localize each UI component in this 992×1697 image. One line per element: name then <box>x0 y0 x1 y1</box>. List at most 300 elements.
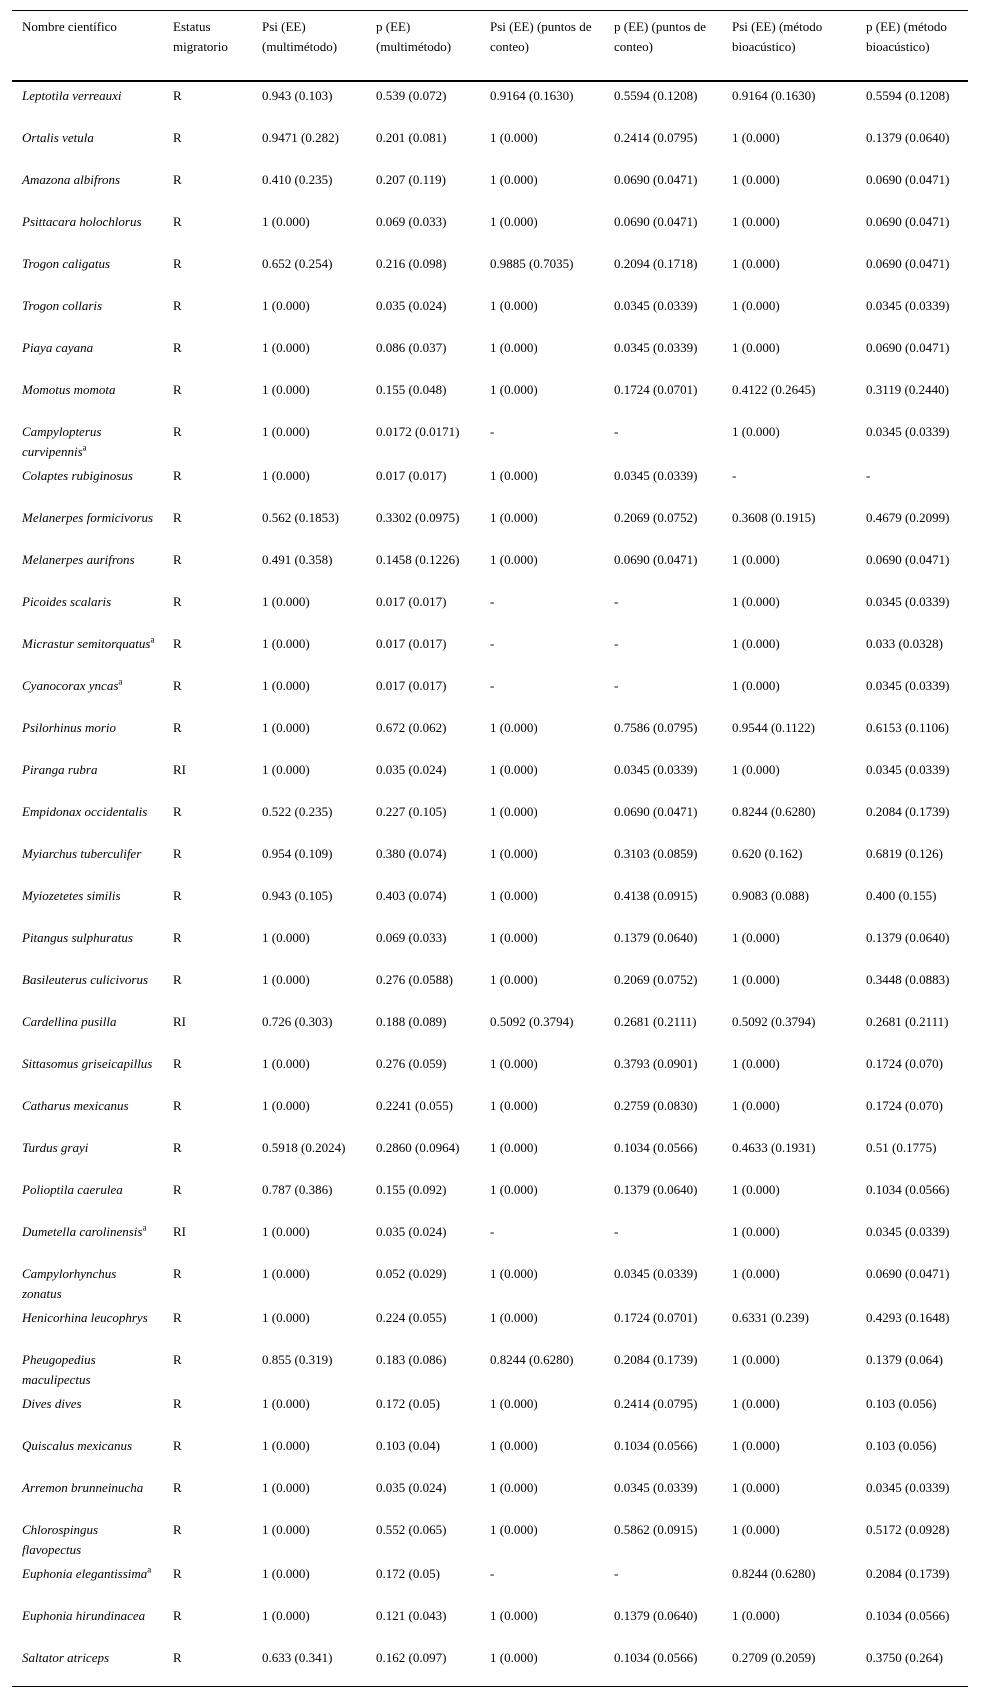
value-cell: 0.1379 (0.0640) <box>866 130 950 145</box>
species-name: Cardellina pusilla <box>22 1014 117 1029</box>
status-cell: RI <box>173 762 186 777</box>
value-cell: - <box>614 424 619 439</box>
species-name: Psilorhinus morio <box>22 720 117 735</box>
value-cell: 1 (0.000) <box>262 1480 310 1495</box>
species-cell <box>12 1176 163 1218</box>
species-cell <box>12 1092 163 1134</box>
species-name: Momotus momota <box>22 382 116 397</box>
value-cell: 1 (0.000) <box>732 172 780 187</box>
status-cell: R <box>173 972 182 987</box>
value-cell: 1 (0.000) <box>262 720 310 735</box>
value-cell: 0.0345 (0.0339) <box>866 1480 950 1495</box>
status-cell: R <box>173 1098 182 1113</box>
value-cell: 0.0690 (0.0471) <box>614 552 698 567</box>
status-cell: R <box>173 1266 182 1281</box>
value-cell: 0.787 (0.386) <box>262 1182 333 1197</box>
value-cell: 0.172 (0.05) <box>376 1396 440 1411</box>
value-cell: 0.0690 (0.0471) <box>866 214 950 229</box>
value-cell: 1 (0.000) <box>732 424 780 439</box>
species-name: Piranga rubra <box>22 762 98 777</box>
status-cell: R <box>173 130 182 145</box>
value-cell: 1 (0.000) <box>262 1266 310 1281</box>
value-cell: 0.7586 (0.0795) <box>614 720 698 735</box>
value-cell: 1 (0.000) <box>262 1310 310 1325</box>
value-cell: 1 (0.000) <box>732 594 780 609</box>
value-cell: 1 (0.000) <box>732 1480 780 1495</box>
value-cell: 0.2860 (0.0964) <box>376 1140 460 1155</box>
table-row <box>12 1218 968 1260</box>
value-cell: 1 (0.000) <box>732 340 780 355</box>
value-cell: 0.652 (0.254) <box>262 256 333 271</box>
species-cell <box>12 1050 163 1092</box>
value-cell: 0.121 (0.043) <box>376 1608 447 1623</box>
value-cell: 1 (0.000) <box>490 172 538 187</box>
value-cell: 0.9164 (0.1630) <box>490 88 574 103</box>
value-cell: 0.3302 (0.0975) <box>376 510 460 525</box>
status-cell: R <box>173 552 182 567</box>
species-cell <box>12 1560 163 1602</box>
value-cell: 0.4633 (0.1931) <box>732 1140 816 1155</box>
species-cell <box>12 840 163 882</box>
species-name: Polioptila caerulea <box>22 1182 123 1197</box>
header-cell: Estatus migratorio <box>163 11 252 82</box>
value-cell: 1 (0.000) <box>262 594 310 609</box>
value-cell: 1 (0.000) <box>262 930 310 945</box>
value-cell: 0.620 (0.162) <box>732 846 803 861</box>
value-cell: 0.5918 (0.2024) <box>262 1140 346 1155</box>
value-cell: 1 (0.000) <box>262 972 310 987</box>
table-row <box>12 924 968 966</box>
value-cell: 0.2069 (0.0752) <box>614 510 698 525</box>
value-cell: 0.2681 (0.2111) <box>866 1014 949 1029</box>
species-cell <box>12 966 163 1008</box>
value-cell: 0.0345 (0.0339) <box>614 298 698 313</box>
header-row <box>12 11 968 82</box>
value-cell: 0.3103 (0.0859) <box>614 846 698 861</box>
value-cell: 0.2681 (0.2111) <box>614 1014 697 1029</box>
species-name: Pitangus sulphuratus <box>22 930 133 945</box>
table-row <box>12 966 968 1008</box>
table-row <box>12 1008 968 1050</box>
value-cell: 0.1034 (0.0566) <box>866 1608 950 1623</box>
species-name: Leptotila verreauxi <box>22 88 122 103</box>
value-cell: 0.400 (0.155) <box>866 888 937 903</box>
value-cell: 0.4293 (0.1648) <box>866 1310 950 1325</box>
species-cell <box>12 1432 163 1474</box>
species-name: Melanerpes aurifrons <box>22 552 135 567</box>
table-row <box>12 1304 968 1346</box>
value-cell: 0.2069 (0.0752) <box>614 972 698 987</box>
value-cell: 1 (0.000) <box>732 678 780 693</box>
value-cell: 0.9083 (0.088) <box>732 888 809 903</box>
species-name: Chlorospingus flavopectus <box>22 1522 99 1557</box>
status-cell: R <box>173 424 182 439</box>
value-cell: 1 (0.000) <box>490 1396 538 1411</box>
header-cell: p (EE) (método bioacústico) <box>856 11 968 82</box>
species-cell <box>12 1390 163 1432</box>
species-name: Turdus grayi <box>22 1140 89 1155</box>
status-cell: R <box>173 256 182 271</box>
value-cell: 0.162 (0.097) <box>366 1644 480 1687</box>
species-cell <box>12 672 163 714</box>
value-cell: 1 (0.000) <box>490 510 538 525</box>
table-row <box>12 418 968 462</box>
value-cell: 1 (0.000) <box>490 1056 538 1071</box>
value-cell: 0.0690 (0.0471) <box>614 172 698 187</box>
value-cell: 1 (0.000) <box>490 552 538 567</box>
value-cell: 0.2241 (0.055) <box>376 1098 453 1113</box>
value-cell: 0.9544 (0.1122) <box>732 720 815 735</box>
value-cell: 1 (0.000) <box>490 214 538 229</box>
value-cell: 0.943 (0.105) <box>262 888 333 903</box>
table-row <box>12 714 968 756</box>
value-cell: 0.0690 (0.0471) <box>866 172 950 187</box>
species-name: Sittasomus griseicapillus <box>22 1056 153 1071</box>
value-cell: 1 (0.000) <box>262 636 310 651</box>
value-cell: 0.227 (0.105) <box>376 804 447 819</box>
value-cell: 0.224 (0.055) <box>376 1310 447 1325</box>
value-cell: 1 (0.000) <box>732 636 780 651</box>
value-cell: 0.0345 (0.0339) <box>614 1480 698 1495</box>
value-cell: 0.035 (0.024) <box>376 1480 447 1495</box>
value-cell: 0.855 (0.319) <box>262 1352 333 1367</box>
table-row <box>12 840 968 882</box>
table-row <box>12 462 968 504</box>
value-cell: 1 (0.000) <box>732 1224 780 1239</box>
table-row <box>12 546 968 588</box>
status-cell: R <box>173 846 182 861</box>
value-cell: 0.172 (0.05) <box>376 1566 440 1581</box>
value-cell: 0.943 (0.103) <box>262 88 333 103</box>
value-cell: 0.103 (0.056) <box>866 1438 937 1453</box>
value-cell: 0.0345 (0.0339) <box>614 340 698 355</box>
value-cell: 0.6819 (0.126) <box>866 846 943 861</box>
species-cell <box>12 334 163 376</box>
species-cell <box>12 1516 163 1560</box>
value-cell: 0.035 (0.024) <box>376 1224 447 1239</box>
value-cell: 0.1379 (0.0640) <box>614 930 698 945</box>
value-cell: 1 (0.000) <box>732 1522 780 1537</box>
status-cell: R <box>163 1644 252 1687</box>
status-cell: R <box>173 1480 182 1495</box>
value-cell: 0.0690 (0.0471) <box>866 256 950 271</box>
value-cell: 0.0345 (0.0339) <box>614 468 698 483</box>
value-cell: 1 (0.000) <box>490 1182 538 1197</box>
value-cell: 0.276 (0.059) <box>376 1056 447 1071</box>
value-cell: 0.5172 (0.0928) <box>866 1522 950 1537</box>
value-cell: 0.1379 (0.064) <box>866 1352 943 1367</box>
species-cell <box>12 292 163 334</box>
table-row <box>12 1644 968 1687</box>
species-name: Micrastur semitorquatus <box>22 636 151 651</box>
value-cell: 0.155 (0.048) <box>376 382 447 397</box>
value-cell: 1 (0.000) <box>732 1396 780 1411</box>
value-cell: 1 (0.000) <box>732 130 780 145</box>
value-cell: 1 (0.000) <box>490 720 538 735</box>
value-cell: - <box>490 594 495 609</box>
value-cell: 1 (0.000) <box>732 256 780 271</box>
value-cell: 0.5092 (0.3794) <box>490 1014 574 1029</box>
value-cell: 0.0172 (0.0171) <box>376 424 460 439</box>
value-cell: 0.51 (0.1775) <box>866 1140 937 1155</box>
status-cell: R <box>173 1352 182 1367</box>
value-cell: 0.403 (0.074) <box>376 888 447 903</box>
table-row <box>12 334 968 376</box>
value-cell: 0.672 (0.062) <box>376 720 447 735</box>
value-cell: 0.2709 (0.2059) <box>722 1644 856 1687</box>
value-cell: - <box>490 1224 495 1239</box>
table-body <box>12 81 968 1687</box>
value-cell: 0.1034 (0.0566) <box>614 1140 698 1155</box>
value-cell: 1 (0.000) <box>490 1480 538 1495</box>
value-cell: 0.3750 (0.264) <box>856 1644 968 1687</box>
value-cell: 1 (0.000) <box>480 1644 604 1687</box>
value-cell: 1 (0.000) <box>262 1566 310 1581</box>
value-cell: 0.1034 (0.0566) <box>604 1644 722 1687</box>
value-cell: 1 (0.000) <box>262 1608 310 1623</box>
value-cell: - <box>490 424 495 439</box>
table-row <box>12 1560 968 1602</box>
value-cell: 1 (0.000) <box>262 762 310 777</box>
value-cell: 0.4122 (0.2645) <box>732 382 816 397</box>
value-cell: 0.0690 (0.0471) <box>866 552 950 567</box>
species-cell <box>12 250 163 292</box>
value-cell: 0.2094 (0.1718) <box>614 256 698 271</box>
value-cell: 0.8244 (0.6280) <box>732 804 816 819</box>
value-cell: 0.1724 (0.0701) <box>614 382 698 397</box>
status-cell: R <box>173 1396 182 1411</box>
value-cell: 1 (0.000) <box>732 930 780 945</box>
value-cell: 1 (0.000) <box>262 678 310 693</box>
value-cell: 0.5594 (0.1208) <box>614 88 698 103</box>
status-cell: R <box>173 1056 182 1071</box>
status-cell: R <box>173 636 182 651</box>
table-row <box>12 504 968 546</box>
value-cell: 0.033 (0.0328) <box>866 636 943 651</box>
value-cell: - <box>490 1566 495 1581</box>
value-cell: 0.4138 (0.0915) <box>614 888 698 903</box>
status-cell: R <box>173 1522 182 1537</box>
species-name: Picoides scalaris <box>22 594 112 609</box>
value-cell: 1 (0.000) <box>490 340 538 355</box>
status-cell: R <box>173 1608 182 1623</box>
status-cell: R <box>173 720 182 735</box>
species-cell <box>12 1008 163 1050</box>
status-cell: R <box>173 1566 182 1581</box>
table-row <box>12 630 968 672</box>
table-row <box>12 1474 968 1516</box>
species-name: Campylopterus curvipennis <box>22 424 102 459</box>
species-name: Colaptes rubiginosus <box>22 468 133 483</box>
status-cell: R <box>173 1140 182 1155</box>
value-cell: 0.103 (0.04) <box>376 1438 440 1453</box>
header-cell: p (EE) (multimétodo) <box>366 11 480 82</box>
status-cell: R <box>173 468 182 483</box>
value-cell: 0.2414 (0.0795) <box>614 130 698 145</box>
species-name: Catharus mexicanus <box>22 1098 129 1113</box>
value-cell: 1 (0.000) <box>490 1522 538 1537</box>
status-cell: RI <box>173 1014 186 1029</box>
table-row <box>12 1260 968 1304</box>
species-name: Euphonia elegantissima <box>22 1566 148 1581</box>
value-cell: 0.183 (0.086) <box>376 1352 447 1367</box>
value-cell: 0.1034 (0.0566) <box>866 1182 950 1197</box>
value-cell: 0.0345 (0.0339) <box>614 762 698 777</box>
value-cell: 1 (0.000) <box>262 340 310 355</box>
species-name: Basileuterus culicivorus <box>22 972 149 987</box>
value-cell: 0.2084 (0.1739) <box>866 804 950 819</box>
value-cell: 0.491 (0.358) <box>262 552 333 567</box>
value-cell: - <box>490 678 495 693</box>
species-cell <box>12 588 163 630</box>
value-cell: 0.276 (0.0588) <box>376 972 453 987</box>
species-name: Euphonia hirundinacea <box>22 1608 146 1623</box>
value-cell: 0.9471 (0.282) <box>262 130 339 145</box>
value-cell: 1 (0.000) <box>490 130 538 145</box>
value-cell: 0.017 (0.017) <box>376 468 447 483</box>
species-cell <box>12 1346 163 1390</box>
species-cell <box>12 1218 163 1260</box>
value-cell: 0.2414 (0.0795) <box>614 1396 698 1411</box>
status-cell: R <box>173 1310 182 1325</box>
species-cell <box>12 166 163 208</box>
footnote-marker: a <box>150 634 155 645</box>
status-cell: R <box>173 510 182 525</box>
species-cell <box>12 376 163 418</box>
species-cell <box>12 1602 163 1644</box>
table-row <box>12 1346 968 1390</box>
value-cell: 0.5862 (0.0915) <box>614 1522 698 1537</box>
value-cell: 0.380 (0.074) <box>376 846 447 861</box>
value-cell: 0.0690 (0.0471) <box>866 1266 950 1281</box>
value-cell: 1 (0.000) <box>490 888 538 903</box>
header-cell: Psi (EE) (método bioacústico) <box>722 11 856 82</box>
species-name: Arremon brunneinucha <box>22 1480 144 1495</box>
occupancy-table <box>12 10 968 1687</box>
table-row <box>12 250 968 292</box>
footnote-marker: a <box>118 676 123 687</box>
value-cell: 0.3119 (0.2440) <box>866 382 949 397</box>
status-cell: R <box>173 214 182 229</box>
footnote-marker: a <box>82 442 87 453</box>
value-cell: 0.5594 (0.1208) <box>866 88 950 103</box>
value-cell: 0.0345 (0.0339) <box>866 1224 950 1239</box>
value-cell: 1 (0.000) <box>732 1098 780 1113</box>
value-cell: 1 (0.000) <box>262 382 310 397</box>
value-cell: - <box>614 1224 619 1239</box>
table-row <box>12 124 968 166</box>
value-cell: 1 (0.000) <box>262 214 310 229</box>
species-cell <box>12 1134 163 1176</box>
value-cell: 0.017 (0.017) <box>376 594 447 609</box>
value-cell: 0.1458 (0.1226) <box>376 552 460 567</box>
table-row <box>12 798 968 840</box>
value-cell: 0.410 (0.235) <box>262 172 333 187</box>
header-cell: Psi (EE) (puntos de conteo) <box>480 11 604 82</box>
value-cell: 1 (0.000) <box>490 382 538 397</box>
species-cell <box>12 1260 163 1304</box>
value-cell: 1 (0.000) <box>490 298 538 313</box>
value-cell: 0.103 (0.056) <box>866 1396 937 1411</box>
species-cell <box>12 504 163 546</box>
value-cell: 0.0690 (0.0471) <box>614 804 698 819</box>
value-cell: 0.5092 (0.3794) <box>732 1014 816 1029</box>
value-cell: 0.1724 (0.070) <box>866 1098 943 1113</box>
species-name: Trogon caligatus <box>22 256 111 271</box>
status-cell: R <box>173 88 182 103</box>
value-cell: 0.552 (0.065) <box>376 1522 447 1537</box>
value-cell: - <box>614 1566 619 1581</box>
table-row <box>12 756 968 798</box>
value-cell: 1 (0.000) <box>490 1140 538 1155</box>
species-cell <box>12 208 163 250</box>
table-row <box>12 208 968 250</box>
value-cell: 0.0345 (0.0339) <box>866 762 950 777</box>
value-cell: 0.3793 (0.0901) <box>614 1056 698 1071</box>
table-row <box>12 1516 968 1560</box>
value-cell: - <box>732 468 737 483</box>
header-cell: p (EE) (puntos de conteo) <box>604 11 722 82</box>
value-cell: 0.155 (0.092) <box>376 1182 447 1197</box>
table-row <box>12 1092 968 1134</box>
value-cell: 0.0345 (0.0339) <box>866 678 950 693</box>
table-row <box>12 1432 968 1474</box>
value-cell: 1 (0.000) <box>732 1056 780 1071</box>
status-cell: R <box>173 1182 182 1197</box>
value-cell: 0.035 (0.024) <box>376 298 447 313</box>
species-name: Pheugopedius maculipectus <box>22 1352 96 1387</box>
status-cell: R <box>173 298 182 313</box>
value-cell: 0.1034 (0.0566) <box>614 1438 698 1453</box>
table-row <box>12 292 968 334</box>
value-cell: 0.539 (0.072) <box>376 88 447 103</box>
species-name: Trogon collaris <box>22 298 103 313</box>
species-name: Saltator atriceps <box>22 1650 110 1665</box>
status-cell: R <box>173 930 182 945</box>
value-cell: 0.0345 (0.0339) <box>866 424 950 439</box>
status-cell: R <box>173 888 182 903</box>
value-cell: 0.2084 (0.1739) <box>866 1566 950 1581</box>
species-cell <box>12 1474 163 1516</box>
status-cell: R <box>173 382 182 397</box>
species-cell <box>12 630 163 672</box>
footnote-marker: a <box>142 1222 147 1233</box>
value-cell: 0.8244 (0.6280) <box>732 1566 816 1581</box>
species-name: Piaya cayana <box>22 340 94 355</box>
value-cell: 1 (0.000) <box>262 1056 310 1071</box>
status-cell: R <box>173 678 182 693</box>
value-cell: 1 (0.000) <box>732 552 780 567</box>
table-row <box>12 166 968 208</box>
value-cell: 0.3608 (0.1915) <box>732 510 816 525</box>
species-name: Ortalis vetula <box>22 130 94 145</box>
value-cell: 1 (0.000) <box>262 424 310 439</box>
value-cell: 0.1379 (0.0640) <box>614 1608 698 1623</box>
value-cell: 0.052 (0.029) <box>376 1266 447 1281</box>
value-cell: 0.216 (0.098) <box>376 256 447 271</box>
value-cell: 1 (0.000) <box>490 846 538 861</box>
status-cell: R <box>173 172 182 187</box>
value-cell: 1 (0.000) <box>262 1396 310 1411</box>
species-name: Myiozetetes similis <box>22 888 121 903</box>
value-cell: - <box>614 636 619 651</box>
table-row <box>12 81 968 124</box>
value-cell: 0.069 (0.033) <box>376 930 447 945</box>
table-row <box>12 1602 968 1644</box>
value-cell: 0.0345 (0.0339) <box>866 594 950 609</box>
value-cell: - <box>614 678 619 693</box>
value-cell: 0.188 (0.089) <box>376 1014 447 1029</box>
